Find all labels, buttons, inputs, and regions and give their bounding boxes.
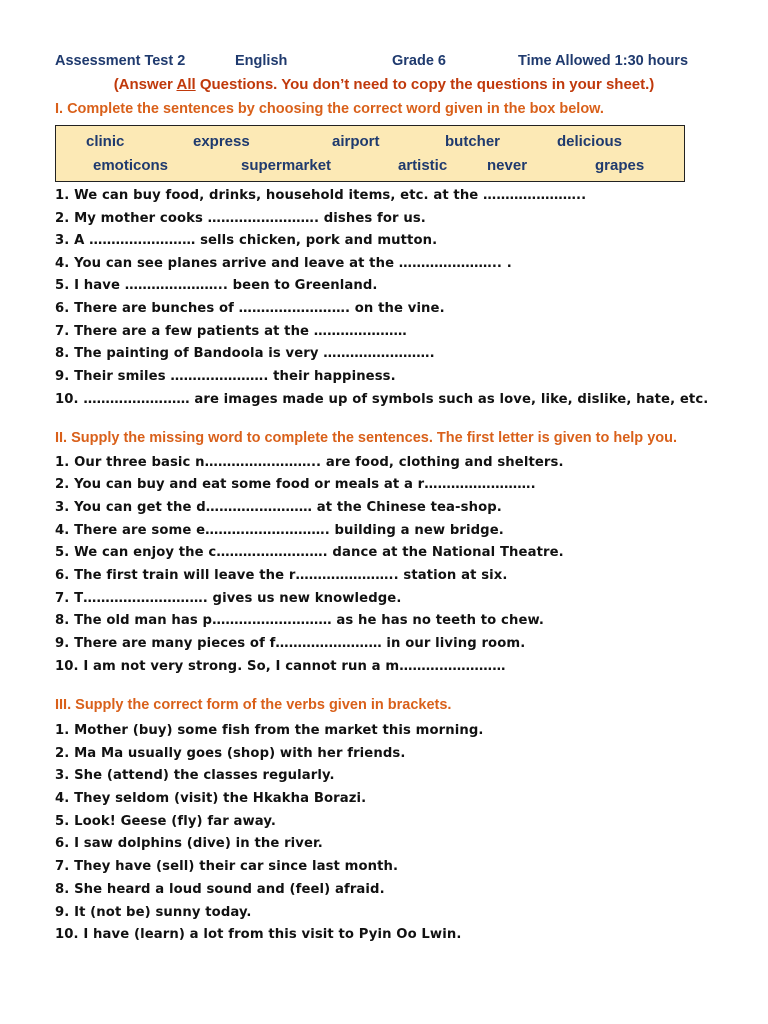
question: 10. I have (learn) a lot from this visit to Pyin Oo Lwin. bbox=[55, 927, 462, 942]
general-instruction bbox=[0, 76, 768, 93]
question: 6. The first train will leave the r………………….. station at six. bbox=[55, 568, 508, 583]
word-box-item: butcher bbox=[445, 133, 501, 150]
question: 3. You can get the d…………………… at the Chinese tea-shop. bbox=[55, 500, 502, 515]
question: 7. T………………………. gives us new knowledge. bbox=[55, 591, 402, 606]
question: 9. It (not be) sunny today. bbox=[55, 905, 252, 920]
section-3-title: III. Supply the correct form of the verbs given in brackets. bbox=[55, 697, 452, 713]
question: 2. Ma Ma usually goes (shop) with her friends. bbox=[55, 746, 406, 761]
section-1-title: I. Complete the sentences by choosing the correct word given in the box below. bbox=[55, 101, 604, 117]
time-allowed: Time Allowed 1:30 hours bbox=[518, 53, 689, 69]
question: 1. We can buy food, drinks, household items, etc. at the ………………….. bbox=[55, 188, 587, 203]
word-box-item: delicious bbox=[557, 133, 623, 150]
question: 3. She (attend) the classes regularly. bbox=[55, 768, 335, 783]
word-box-item: express bbox=[193, 133, 250, 150]
word-box-item: airport bbox=[332, 133, 380, 150]
word-box-item: grapes bbox=[595, 157, 645, 174]
header bbox=[55, 53, 715, 73]
question: 7. There are a few patients at the ………………… bbox=[55, 324, 407, 339]
section-2-title: II. Supply the missing word to complete the sentences. The first letter is given to help you. bbox=[55, 430, 677, 446]
question: 2. You can buy and eat some food or meals at a r……………………. bbox=[55, 477, 536, 492]
question: 1. Mother (buy) some fish from the market this morning. bbox=[55, 723, 484, 738]
question: 8. The old man has p……………………… as he has no teeth to chew. bbox=[55, 613, 545, 628]
test-title: Assessment Test 2 bbox=[55, 53, 186, 69]
question: 4. They seldom (visit) the Hkakha Borazi. bbox=[55, 791, 367, 806]
question: 3. A …………………… sells chicken, pork and mutton. bbox=[55, 233, 438, 248]
question: 4. There are some e………………………. building a new bridge. bbox=[55, 523, 504, 538]
question: 10. I am not very strong. So, I cannot run a m…………………… bbox=[55, 659, 506, 674]
instruction-all: All bbox=[176, 76, 196, 93]
word-box-item: emoticons bbox=[93, 157, 169, 174]
instruction-post: Questions. You don’t need to copy the questions in your sheet.) bbox=[195, 76, 655, 93]
question: 6. I saw dolphins (dive) in the river. bbox=[55, 836, 323, 851]
word-box-item: clinic bbox=[86, 133, 125, 150]
word-box bbox=[55, 125, 685, 182]
grade: Grade 6 bbox=[392, 53, 446, 69]
question: 4. You can see planes arrive and leave at the ………………….. . bbox=[55, 256, 512, 271]
question: 8. She heard a loud sound and (feel) afraid. bbox=[55, 882, 385, 897]
question: 5. I have ………………….. been to Greenland. bbox=[55, 278, 378, 293]
question: 9. There are many pieces of f…………………… in our living room. bbox=[55, 636, 526, 651]
word-box-item: supermarket bbox=[241, 157, 332, 174]
question: 9. Their smiles …………………. their happiness. bbox=[55, 369, 396, 384]
word-box-item: artistic bbox=[398, 157, 448, 174]
question: 7. They have (sell) their car since last month. bbox=[55, 859, 399, 874]
word-box-item: never bbox=[487, 157, 528, 174]
question: 5. Look! Geese (fly) far away. bbox=[55, 814, 276, 829]
question: 5. We can enjoy the c……………………. dance at the National Theatre. bbox=[55, 545, 564, 560]
subject: English bbox=[235, 53, 288, 69]
instruction-pre: (Answer bbox=[113, 76, 177, 93]
question: 2. My mother cooks ……………………. dishes for us. bbox=[55, 211, 426, 226]
question: 10. …………………… are images made up of symbols such as love, like, dislike, hate, etc. bbox=[55, 392, 709, 407]
question: 8. The painting of Bandoola is very ……………………. bbox=[55, 346, 435, 361]
question: 1. Our three basic n…………………….. are food, clothing and shelters. bbox=[55, 455, 564, 470]
question: 6. There are bunches of ……………………. on the vine. bbox=[55, 301, 445, 316]
